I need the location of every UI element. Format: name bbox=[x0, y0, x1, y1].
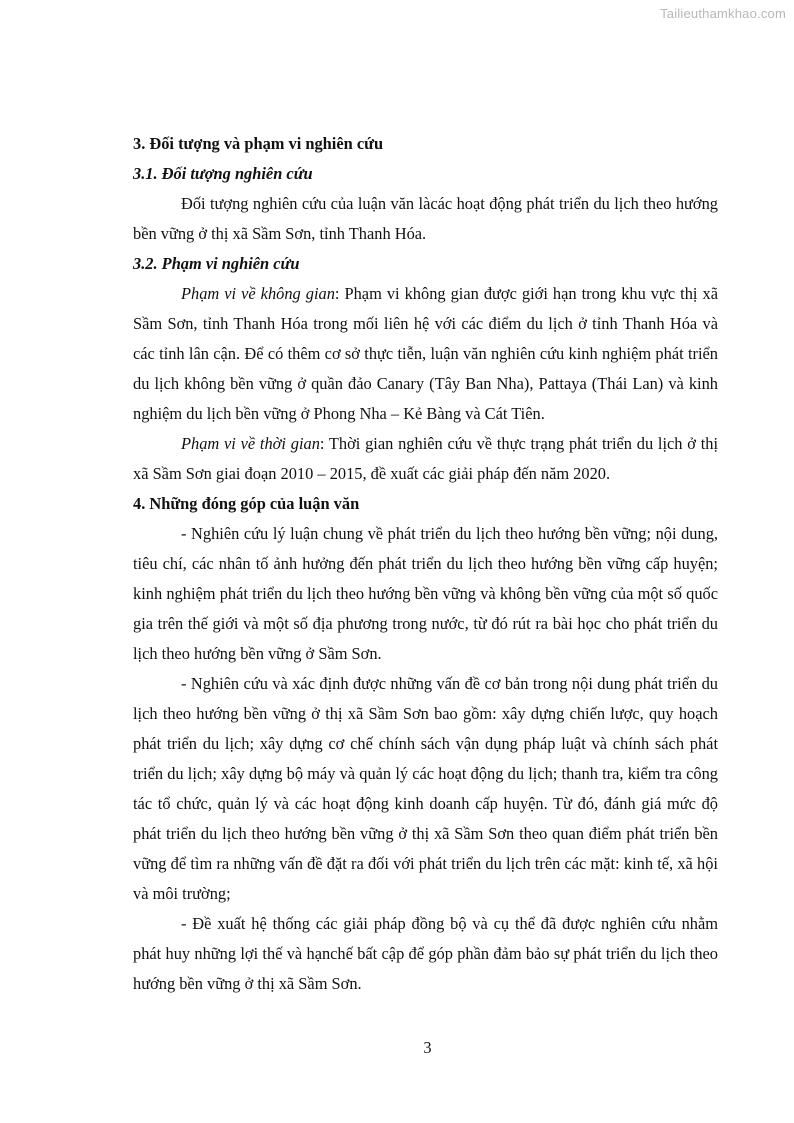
contribution-item-2: - Nghiên cứu và xác định được những vấn đề cơ bản trong nội dung phát triển du lịch theo hướng bền vững ở thị xã Sầm Sơn bao gồm: xây dựng chiến lược, quy hoạch phát triển du lịch; xây dựng cơ chế chính sách vận dụng pháp luật và chính sách phát triển du lịch; xây dựng bộ máy và quản lý các hoạt động du lịch; thanh tra, kiểm tra công tác tổ chức, quản lý và các hoạt động kinh doanh cấp huyện. Từ đó, đánh giá mức độ phát triển du lịch theo hướng bền vững ở thị xã Sầm Sơn theo quan điểm phát triển bền vững để tìm ra những vấn đề đặt ra đối với phát triển du lịch trên các mặt: kinh tế, xã hội và môi trường; bbox=[133, 674, 718, 903]
time-scope-text: : Thời gian nghiên cứu về thực trạng phát triển du lịch ở thị xã Sầm Sơn giai đoạn 2010 – 2015, đề xuất các giải pháp đến năm 2020. bbox=[133, 434, 719, 483]
section-3-1-paragraph: Đối tượng nghiên cứu của luận văn làcác hoạt động phát triển du lịch theo hướng bền vững ở thị xã Sầm Sơn, tỉnh Thanh Hóa. bbox=[133, 194, 718, 243]
spatial-scope-paragraph bbox=[133, 279, 718, 429]
page-content bbox=[133, 129, 718, 999]
contribution-item-1: - Nghiên cứu lý luận chung về phát triển du lịch theo hướng bền vững; nội dung, tiêu chí, các nhân tố ảnh hưởng đến phát triển du lịch theo hướng bền vững cấp huyện; kinh nghiệm phát triển du lịch theo hướng bền vững và không bền vững của một số quốc gia trên thế giới và một số địa phương trong nước, từ đó rút ra bài học cho phát triển du lịch theo hướng bền vững ở Sầm Sơn. bbox=[133, 524, 718, 663]
time-scope-paragraph bbox=[133, 429, 718, 489]
contribution-item-3: - Đề xuất hệ thống các giải pháp đồng bộ và cụ thể đã được nghiên cứu nhằm phát huy những lợi thế và hạnchế bất cập để góp phần đảm bảo sự phát triển du lịch theo hướng bền vững ở thị xã Sầm Sơn. bbox=[133, 914, 718, 993]
spatial-scope-text: : Phạm vi không gian được giới hạn trong khu vực thị xã Sầm Sơn, tỉnh Thanh Hóa trong mối liên hệ với các điểm du lịch ở tỉnh Thanh Hóa và các tỉnh lân cận. Để có thêm cơ sở thực tiễn, luận văn nghiên cứu kinh nghiệm phát triển du lịch không bền vững ở quần đảo Canary (Tây Ban Nha), Pattaya (Thái Lan) và kinh nghiệm du lịch bền vững ở Phong Nha – Kẻ Bàng và Cát Tiên. bbox=[133, 284, 718, 423]
watermark: Tailieuthamkhao.com bbox=[660, 6, 786, 21]
section-3-2-heading: 3.2. Phạm vi nghiên cứu bbox=[133, 254, 300, 273]
spatial-scope-label: Phạm vi về không gian bbox=[181, 284, 335, 303]
page-number: 3 bbox=[423, 1038, 432, 1057]
section-4-heading: 4. Những đóng góp của luận văn bbox=[133, 494, 360, 513]
time-scope-label: Phạm vi về thời gian bbox=[181, 434, 320, 453]
section-3-heading: 3. Đối tượng và phạm vi nghiên cứu bbox=[133, 134, 384, 153]
section-3-1-heading: 3.1. Đối tượng nghiên cứu bbox=[133, 164, 313, 183]
